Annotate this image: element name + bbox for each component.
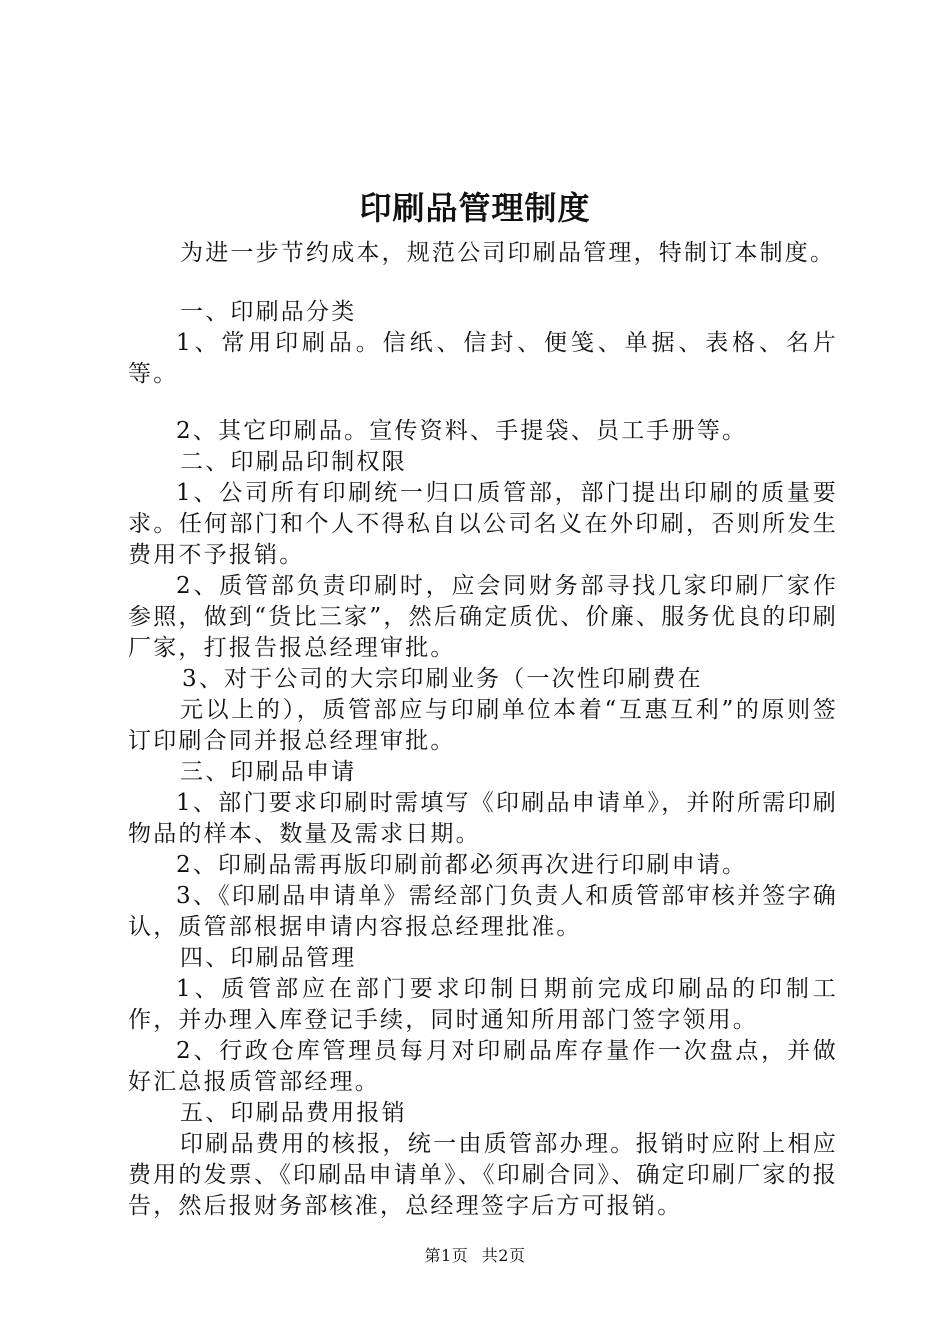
paragraph: 3、对于公司的大宗印刷业务（一次性印刷费在	[182, 666, 703, 692]
paragraph: 2、印刷品需再版印刷前都必须再次进行印刷申请。	[176, 852, 748, 878]
page-footer	[0, 1245, 950, 1267]
document-body	[128, 238, 838, 1222]
section-heading-management: 四、印刷品管理	[180, 945, 357, 971]
paragraph: 2、质管部负责印刷时，应会同财务部寻找几家印刷厂家作参照，做到“货比三家”，然后确定质优、价廉、服务优良的印刷厂家，打报告报总经理审批。	[128, 573, 838, 661]
paragraph: 1、部门要求印刷时需填写《印刷品申请单》，并附所需印刷物品的样本、数量及需求日期。	[128, 790, 838, 847]
section-heading-reimbursement: 五、印刷品费用报销	[180, 1100, 407, 1126]
section-heading-application: 三、印刷品申请	[180, 759, 357, 785]
intro-paragraph: 为进一步节约成本，规范公司印刷品管理，特制订本制度。	[180, 240, 836, 266]
document-title: 印刷品管理制度	[359, 189, 591, 227]
paragraph: 元以上的），质管部应与印刷单位本着“互惠互利”的原则签订印刷合同并报总经理审批。	[128, 697, 838, 754]
paragraph: 3、《印刷品申请单》需经部门负责人和质管部审核并签字确认，质管部根据申请内容报总经理批准。	[128, 883, 838, 940]
paragraph: 2、其它印刷品。宣传资料、手提袋、员工手册等。	[176, 418, 748, 444]
page-number-current: 第1页	[424, 1246, 469, 1265]
paragraph: 1、常用印刷品。信纸、信封、便笺、单据、表格、名片等。	[128, 330, 838, 387]
section-heading-classification: 一、印刷品分类	[180, 299, 357, 325]
paragraph: 印刷品费用的核报，统一由质管部办理。报销时应附上相应费用的发票、《印刷品申请单》、《印刷合同》、确定印刷厂家的报告，然后报财务部核准，总经理签字后方可报销。	[128, 1131, 838, 1219]
paragraph: 2、行政仓库管理员每月对印刷品库存量作一次盘点，并做好汇总报质管部经理。	[128, 1038, 838, 1095]
paragraph: 1、公司所有印刷统一归口质管部，部门提出印刷的质量要求。任何部门和个人不得私自以公司名义在外印刷，否则所发生费用不予报销。	[128, 480, 838, 568]
paragraph: 1、质管部应在部门要求印制日期前完成印刷品的印制工作，并办理入库登记手续，同时通知所用部门签字领用。	[128, 976, 838, 1033]
section-heading-authority: 二、印刷品印制权限	[180, 449, 407, 475]
page-number-total: 共2页	[481, 1246, 526, 1265]
